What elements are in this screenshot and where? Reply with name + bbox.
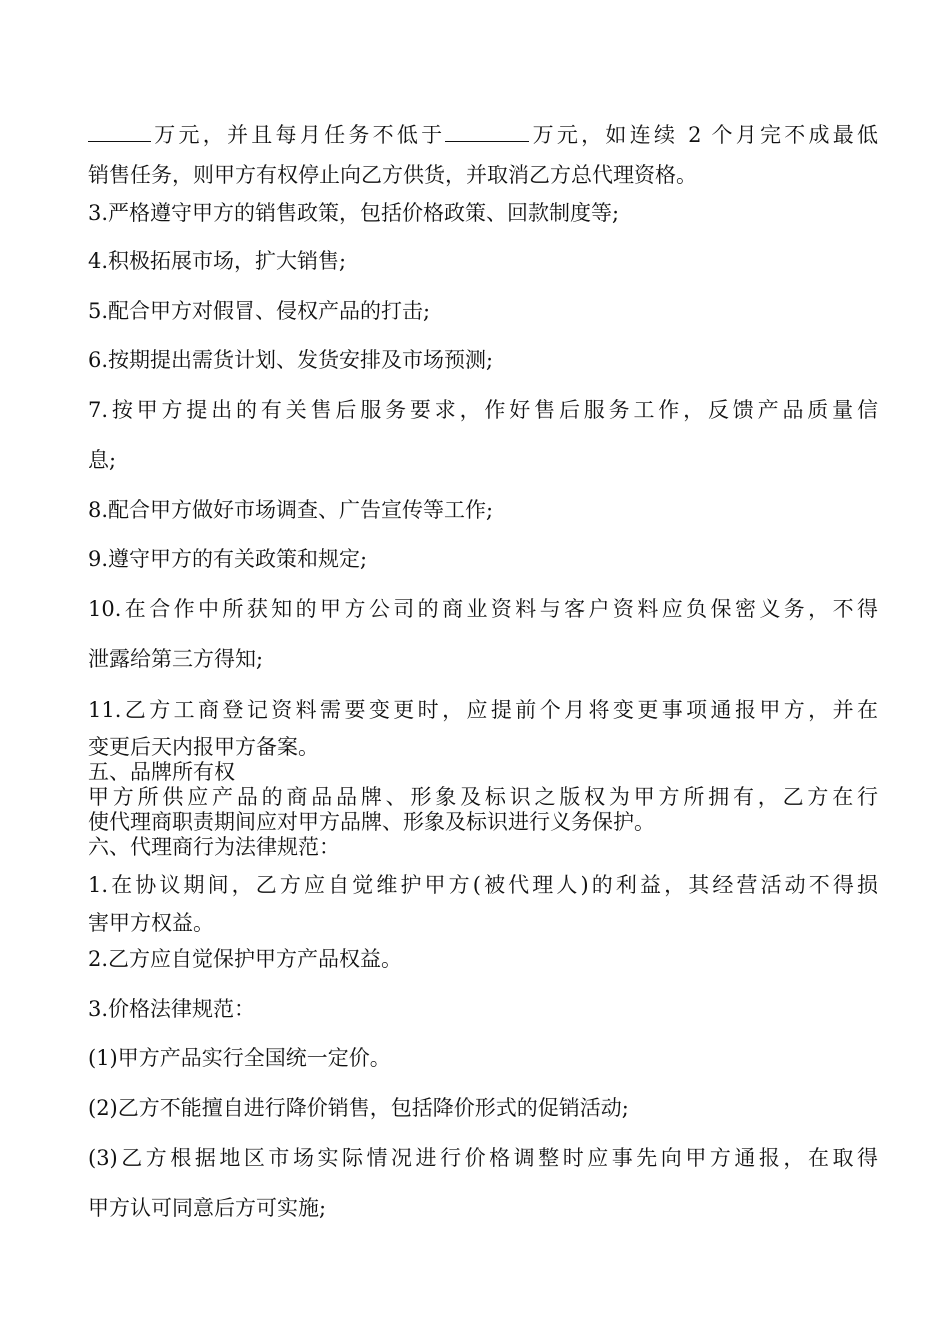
section-6-heading: 六、代理商行为法律规范： [88, 835, 340, 859]
clause-7-cont: 息; [88, 448, 117, 472]
clause-10-cont: 泄露给第三方得知; [88, 647, 264, 671]
section-5-body-2: 使代理商职责期间应对甲方品牌、形象及标识进行义务保护。 [88, 810, 655, 834]
clause-4: 4.积极拓展市场，扩大销售; [88, 249, 347, 273]
section-6-clause-3: 3.价格法律规范： [88, 997, 256, 1021]
pricing-item-2: (2)乙方不能擅自进行降价销售，包括降价形式的促销活动; [88, 1096, 629, 1120]
section-5-heading: 五、品牌所有权 [88, 760, 235, 784]
blank-field-2 [445, 121, 529, 142]
blank-field-1 [88, 121, 151, 142]
line-1 [88, 121, 878, 148]
clause-6: 6.按期提出需货计划、发货安排及市场预测; [88, 348, 494, 372]
clause-3: 3.严格遵守甲方的销售政策，包括价格政策、回款制度等; [88, 201, 620, 225]
clause-5: 5.配合甲方对假冒、侵权产品的打击; [88, 299, 431, 323]
line-1-part-2: 万元，如连续 2 个月完不成最低 [529, 123, 879, 147]
section-5-body-1: 甲方所供应产品的商品品牌、形象及标识之版权为甲方所拥有，乙方在行 [88, 785, 878, 809]
clause-7: 7.按甲方提出的有关售后服务要求，作好售后服务工作，反馈产品质量信 [88, 398, 878, 422]
line-1-part-1: 万元，并且每月任务不低于 [151, 123, 446, 147]
clause-9: 9.遵守甲方的有关政策和规定; [88, 547, 368, 571]
clause-11-cont: 变更后天内报甲方备案。 [88, 735, 319, 759]
section-6-clause-1-cont: 害甲方权益。 [88, 911, 214, 935]
clause-11: 11.乙方工商登记资料需要变更时，应提前个月将变更事项通报甲方，并在 [88, 698, 878, 722]
pricing-item-3: (3)乙方根据地区市场实际情况进行价格调整时应事先向甲方通报，在取得 [88, 1146, 878, 1170]
pricing-item-1: (1)甲方产品实行全国统一定价。 [88, 1046, 391, 1070]
clause-8: 8.配合甲方做好市场调查、广告宣传等工作; [88, 498, 494, 522]
pricing-item-3-cont: 甲方认可同意后方可实施; [88, 1196, 327, 1220]
clause-10: 10.在合作中所获知的甲方公司的商业资料与客户资料应负保密义务，不得 [88, 597, 878, 621]
line-2: 销售任务，则甲方有权停止向乙方供货，并取消乙方总代理资格。 [88, 163, 697, 187]
section-6-clause-2: 2.乙方应自觉保护甲方产品权益。 [88, 947, 403, 971]
section-6-clause-1: 1.在协议期间，乙方应自觉维护甲方(被代理人)的利益，其经营活动不得损 [88, 873, 878, 897]
